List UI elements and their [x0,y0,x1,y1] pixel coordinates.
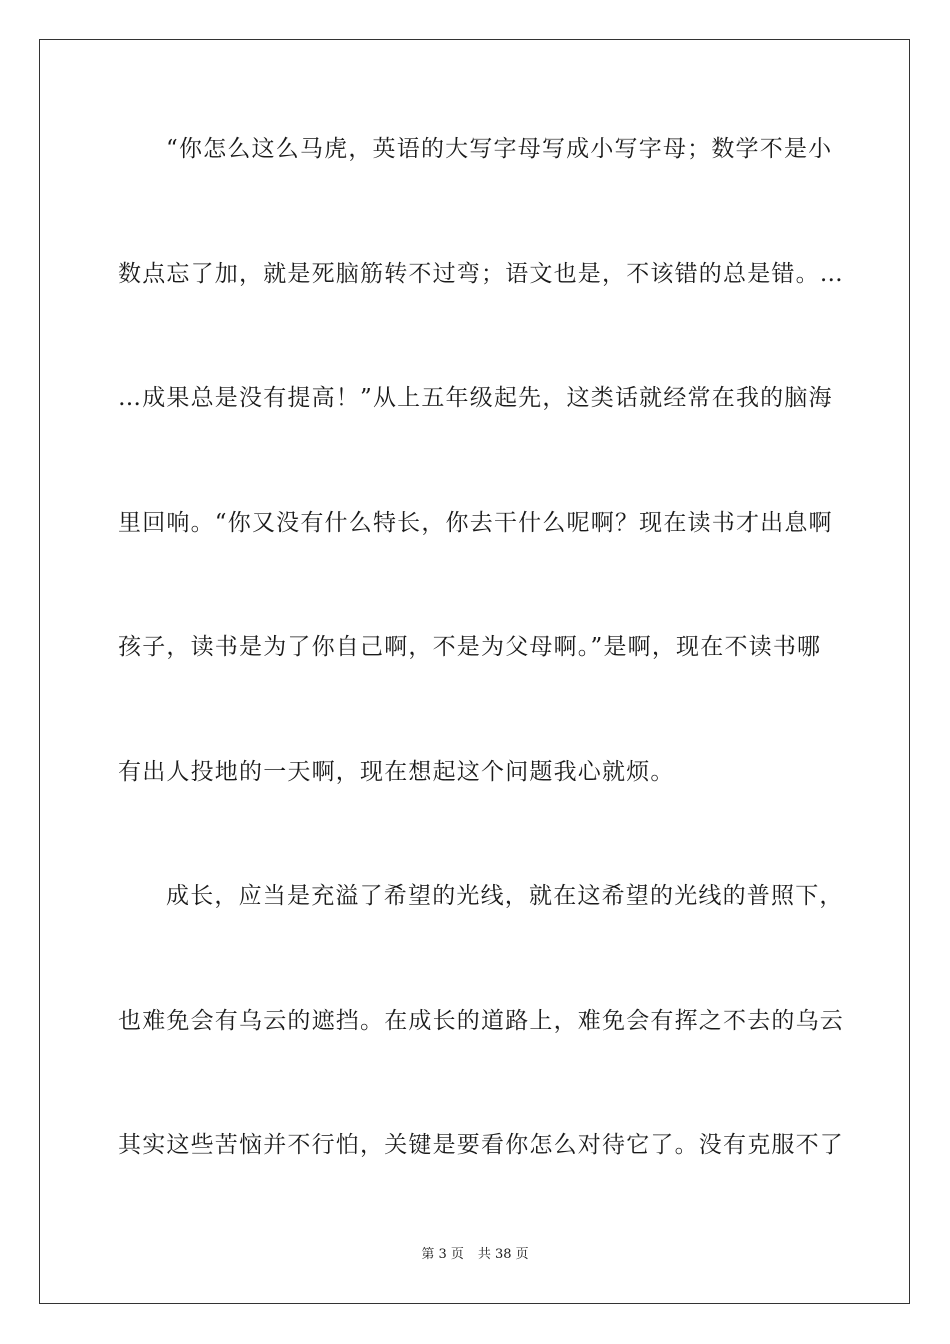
paragraph-line: “你怎么这么马虎，英语的大写字母写成小写字母；数学不是小 [166,136,833,162]
page-footer [0,1246,950,1264]
paragraph-line: 孩子，读书是为了你自己啊，不是为父母啊。”是啊，现在不读书哪 [118,634,822,660]
page-border [39,39,910,1304]
paragraph-line: 数点忘了加，就是死脑筋转不过弯；语文也是，不该错的总是错。… [118,261,844,287]
paragraph-line: …成果总是没有提高！”从上五年级起先，这类话就经常在我的脑海 [118,385,833,411]
page-total: 共 38 页 [477,1247,529,1262]
page-number: 第 3 页 [421,1247,464,1262]
paragraph-line: 里回响。“你又没有什么特长，你去干什么呢啊？现在读书才出息啊 [118,510,833,536]
paragraph-line: 也难免会有乌云的遮挡。在成长的道路上，难免会有挥之不去的乌云 [118,1008,844,1034]
paragraph-line: 成长，应当是充溢了希望的光线，就在这希望的光线的普照下， [166,883,844,909]
paragraph-line: 有出人投地的一天啊，现在想起这个问题我心就烦。 [118,759,675,785]
paragraph-line: 其实这些苦恼并不行怕，关键是要看你怎么对待它了。没有克服不了 [118,1132,844,1158]
